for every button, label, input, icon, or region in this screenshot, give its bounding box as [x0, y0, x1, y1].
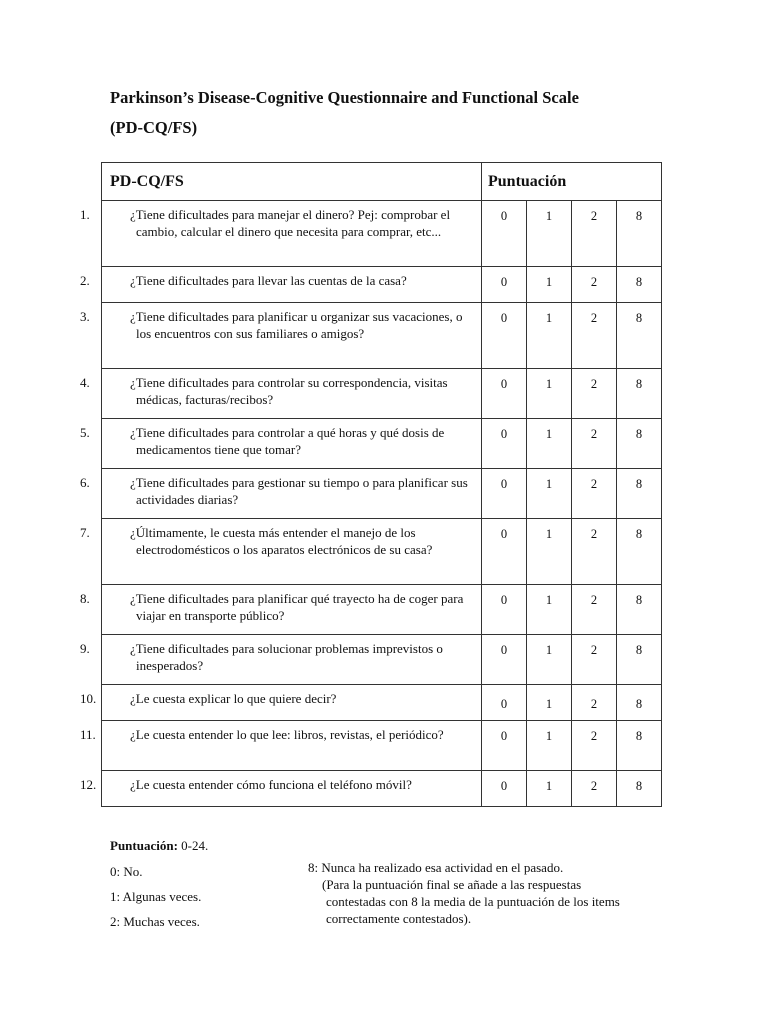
document-title: Parkinson’s Disease-Cognitive Questionnaire and Functional Scale [110, 88, 579, 107]
table-row [102, 771, 662, 807]
score-option-1[interactable]: 1 [527, 303, 572, 369]
legend-8-note: contestadas con 8 la media de la puntuación de los items [326, 894, 620, 909]
score-option-1[interactable]: 1 [527, 519, 572, 585]
score-option-8[interactable]: 8 [617, 369, 662, 419]
score-option-8[interactable]: 8 [617, 419, 662, 469]
table-row [102, 469, 662, 519]
legend-8 [308, 859, 708, 927]
table-row [102, 721, 662, 771]
score-option-0[interactable]: 0 [482, 419, 527, 469]
score-option-2[interactable]: 2 [572, 201, 617, 267]
legend-2: 2: Muchas veces. [110, 914, 200, 929]
score-option-1[interactable]: 1 [527, 721, 572, 771]
score-option-1[interactable]: 1 [527, 771, 572, 807]
score-option-2[interactable]: 2 [572, 721, 617, 771]
question-cell [80, 635, 482, 685]
question-text: ¿Tiene dificultades para planificar u organizar sus vacaciones, o los encuentros con sus familiares o amigos? [130, 309, 463, 341]
score-option-1[interactable]: 1 [527, 419, 572, 469]
score-option-0[interactable]: 0 [482, 469, 527, 519]
legend-8-line: 8: Nunca ha realizado esa actividad en el pasado. [308, 860, 564, 875]
score-option-8[interactable]: 8 [617, 201, 662, 267]
header-questionnaire: PD-CQ/FS [102, 163, 482, 201]
score-option-1[interactable]: 1 [527, 267, 572, 303]
question-cell [80, 685, 482, 721]
score-range-value: 0-24. [181, 838, 209, 853]
question-text: ¿Tiene dificultades para controlar su correspondencia, visitas médicas, facturas/recibos? [130, 375, 448, 407]
score-option-8[interactable]: 8 [617, 771, 662, 807]
question-cell [80, 419, 482, 469]
question-cell [80, 721, 482, 771]
question-text: ¿Tiene dificultades para solucionar problemas imprevistos o inesperados? [130, 641, 443, 673]
question-cell [80, 369, 482, 419]
score-option-1[interactable]: 1 [527, 469, 572, 519]
score-option-0[interactable]: 0 [482, 771, 527, 807]
question-text: ¿Le cuesta entender lo que lee: libros, revistas, el periódico? [130, 727, 444, 742]
score-option-8[interactable]: 8 [617, 585, 662, 635]
score-option-2[interactable]: 2 [572, 369, 617, 419]
score-option-2[interactable]: 2 [572, 635, 617, 685]
question-text: ¿Tiene dificultades para controlar a qué horas y qué dosis de medicamentos tiene que tomar? [130, 425, 445, 457]
score-option-2[interactable]: 2 [572, 267, 617, 303]
question-number: 5. [80, 425, 90, 440]
score-option-0[interactable]: 0 [482, 519, 527, 585]
question-number: 9. [80, 641, 90, 656]
question-number: 12. [80, 777, 97, 792]
score-option-1[interactable]: 1 [527, 635, 572, 685]
score-option-8[interactable]: 8 [617, 685, 662, 721]
score-option-2[interactable]: 2 [572, 419, 617, 469]
score-option-1[interactable]: 1 [527, 369, 572, 419]
table-row [102, 635, 662, 685]
question-text: ¿Tiene dificultades para planificar qué trayecto ha de coger para viajar en transporte público? [130, 591, 464, 623]
score-option-8[interactable]: 8 [617, 721, 662, 771]
score-option-8[interactable]: 8 [617, 469, 662, 519]
question-text: ¿Tiene dificultades para gestionar su tiempo o para planificar sus actividades diarias? [130, 475, 468, 507]
question-number: 8. [80, 591, 90, 606]
question-cell [80, 201, 482, 267]
table-row [102, 419, 662, 469]
score-range [110, 838, 208, 854]
score-option-2[interactable]: 2 [572, 519, 617, 585]
question-cell [80, 519, 482, 585]
score-option-8[interactable]: 8 [617, 267, 662, 303]
legend-8-note: (Para la puntuación final se añade a las respuestas [322, 877, 582, 892]
score-option-0[interactable]: 0 [482, 267, 527, 303]
score-option-2[interactable]: 2 [572, 303, 617, 369]
question-cell [80, 267, 482, 303]
score-option-8[interactable]: 8 [617, 635, 662, 685]
question-text: ¿Le cuesta explicar lo que quiere decir? [130, 691, 337, 706]
table-row [102, 201, 662, 267]
question-cell [80, 585, 482, 635]
score-range-label: Puntuación: [110, 838, 178, 853]
legend-0: 0: No. [110, 864, 143, 879]
score-option-0[interactable]: 0 [482, 303, 527, 369]
question-number: 10. [80, 691, 97, 706]
score-option-1[interactable]: 1 [527, 201, 572, 267]
table-row [102, 685, 662, 721]
question-text: ¿Le cuesta entender cómo funciona el teléfono móvil? [130, 777, 412, 792]
score-option-0[interactable]: 0 [482, 635, 527, 685]
question-cell [80, 303, 482, 369]
table-row [102, 585, 662, 635]
question-text: ¿Últimamente, le cuesta más entender el manejo de los electrodomésticos o los aparatos electrónicos de su casa? [130, 525, 433, 557]
header-score: Puntuación [482, 163, 662, 201]
document-subtitle: (PD-CQ/FS) [110, 118, 198, 137]
score-option-0[interactable]: 0 [482, 201, 527, 267]
legend-1: 1: Algunas veces. [110, 889, 202, 904]
table-row [102, 519, 662, 585]
score-option-8[interactable]: 8 [617, 303, 662, 369]
score-option-2[interactable]: 2 [572, 585, 617, 635]
score-option-0[interactable]: 0 [482, 369, 527, 419]
question-number: 7. [80, 525, 90, 540]
score-option-0[interactable]: 0 [482, 685, 527, 721]
score-option-2[interactable]: 2 [572, 771, 617, 807]
score-option-0[interactable]: 0 [482, 585, 527, 635]
table-row [102, 369, 662, 419]
question-number: 4. [80, 375, 90, 390]
score-option-2[interactable]: 2 [572, 469, 617, 519]
question-number: 3. [80, 309, 90, 324]
score-option-1[interactable]: 1 [527, 685, 572, 721]
question-cell [80, 469, 482, 519]
table-row [102, 303, 662, 369]
question-cell [80, 771, 482, 807]
question-text: ¿Tiene dificultades para llevar las cuentas de la casa? [130, 273, 407, 288]
question-text: ¿Tiene dificultades para manejar el dinero? Pej: comprobar el cambio, calcular el dinero que necesita para comprar, etc... [130, 207, 451, 239]
question-number: 2. [80, 273, 90, 288]
question-number: 11. [80, 727, 96, 742]
question-number: 6. [80, 475, 90, 490]
question-number: 1. [80, 207, 90, 222]
legend-8-note: correctamente contestados). [326, 911, 472, 926]
score-option-8[interactable]: 8 [617, 519, 662, 585]
table-header-row [102, 163, 662, 201]
questionnaire-table [80, 162, 662, 807]
score-option-1[interactable]: 1 [527, 585, 572, 635]
table-row [102, 267, 662, 303]
score-option-2[interactable]: 2 [572, 685, 617, 721]
score-option-0[interactable]: 0 [482, 721, 527, 771]
